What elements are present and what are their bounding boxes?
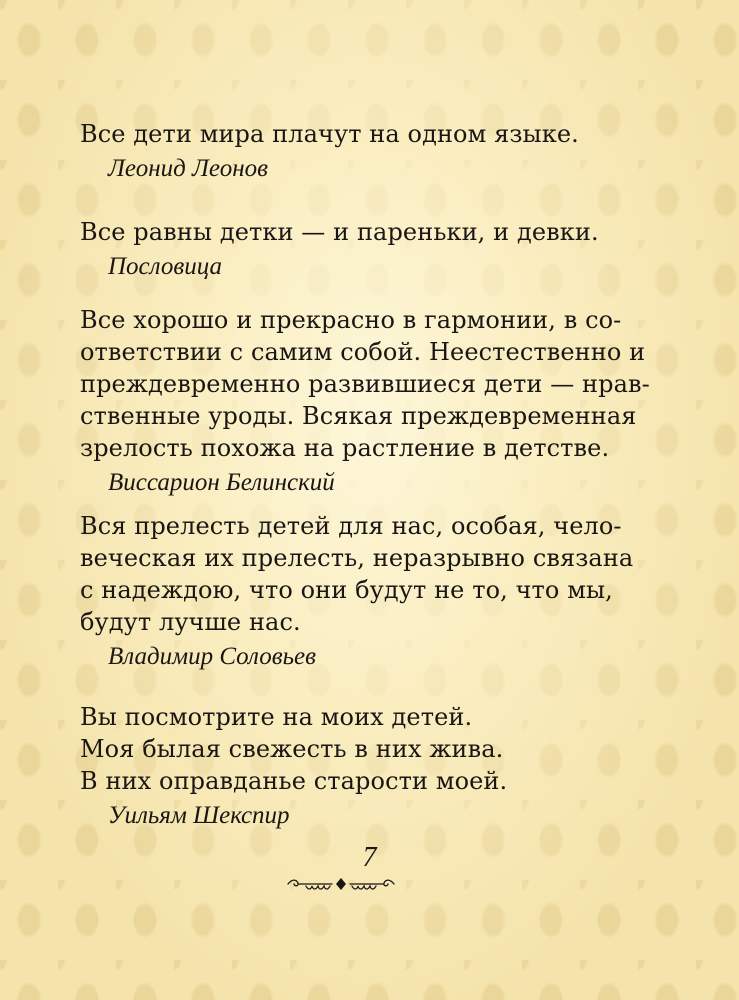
quote-4-author: Владимир Соловьев: [108, 643, 316, 670]
quote-2-author: Пословица: [108, 253, 223, 280]
quote-3-line-1: Все хорошо и прекрасно в гармонии, в со-: [80, 306, 622, 334]
quote-5-line-1: Вы посмотрите на моих детей.: [80, 703, 473, 731]
quote-3-line-3: преждевременно развившиеся дети — нрав-: [80, 370, 650, 398]
quote-1-author: Леонид Леонов: [108, 155, 268, 182]
quote-4-line-3: с надеждою, что они будут не то, что мы,: [80, 576, 613, 604]
quote-4: [80, 510, 634, 672]
quote-5: [80, 701, 610, 831]
quote-4-line-4: будут лучше нас.: [80, 608, 301, 636]
page-number: 7: [362, 842, 377, 873]
quote-3-line-4: ственные уроды. Всякая преждевременная: [80, 402, 637, 430]
quote-1-line-1: Все дети мира плачут на одном языке.: [80, 120, 579, 148]
quote-3-line-5: зрелость похожа на растление в детстве.: [80, 434, 610, 462]
quote-3-author: Виссарион Белинский: [108, 469, 335, 496]
scroll-flourish-icon: [284, 874, 398, 894]
quote-4-line-2: веческая их прелесть, неразрывно связана: [80, 544, 634, 572]
quote-5-author: Уильям Шекспир: [108, 802, 290, 829]
quote-2: [80, 216, 610, 282]
quote-4-line-1: Вся прелесть детей для нас, особая, чело-: [80, 512, 622, 540]
quote-1: [80, 118, 610, 184]
quote-5-line-3: В них оправданье старости моей.: [80, 767, 508, 795]
quote-3-line-2: ответствии с самим собой. Неестественно и: [80, 338, 646, 366]
quote-5-line-2: Моя былая свежесть в них жива.: [80, 735, 504, 763]
quote-2-line-1: Все равны детки — и пареньки, и девки.: [80, 218, 599, 246]
quote-3: [80, 304, 650, 498]
